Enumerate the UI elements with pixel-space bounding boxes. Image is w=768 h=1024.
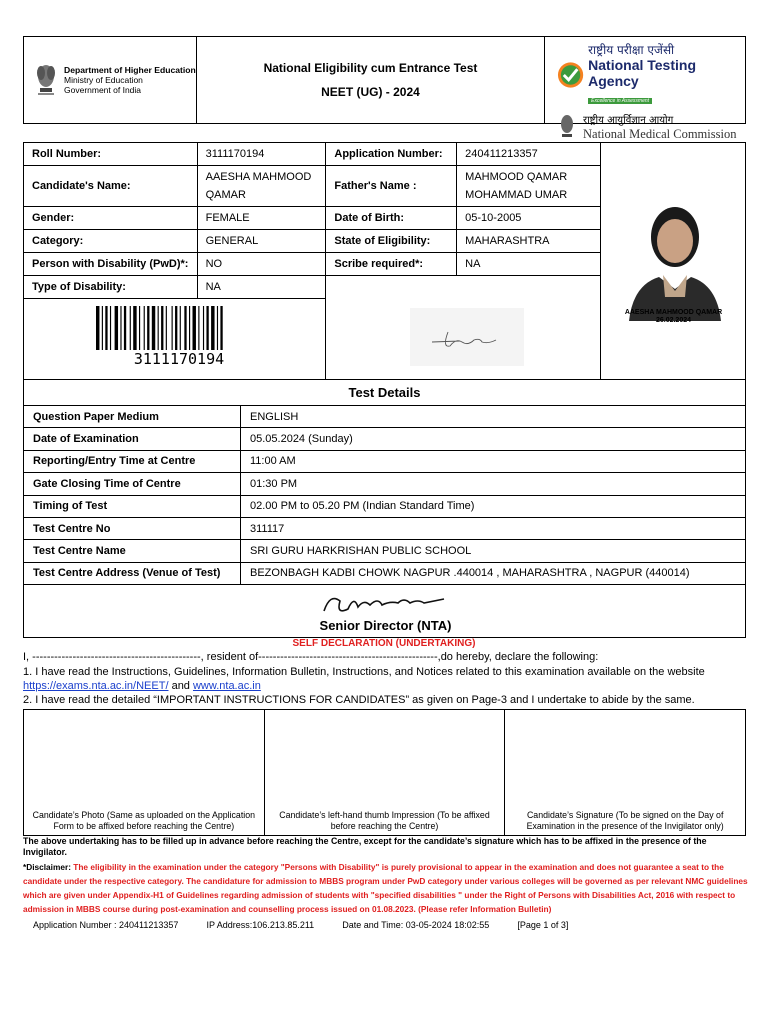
undertaking-notice: The above undertaking has to be filled up in advance before reaching the Centre, except for the candidate’s signature which has to be affixed in the presence of the Invigilator.	[23, 836, 707, 857]
candidate-name-line2: QAMAR	[205, 189, 246, 201]
signature-caption: Candidate’s Signature (To be signed on the Day of Examination in the presence of the Invigilator only)	[526, 810, 724, 831]
footer-ip-address: IP Address:106.213.85.211	[206, 920, 315, 930]
declaration-line-4: 2. I have read the detailed “IMPORTANT INSTRUCTIONS FOR CANDIDATES” as given on Page-3 and I undertake to abide by the same.	[23, 694, 695, 706]
disclaimer	[23, 860, 748, 916]
test-detail-value: 02.00 PM to 05.20 PM (Indian Standard Time)	[241, 495, 746, 517]
pwd-label: Person with Disability (PwD)*:	[24, 253, 198, 276]
nmc-english-name: National Medical Commission	[583, 126, 737, 141]
table-row	[24, 540, 746, 562]
barcode-cell	[23, 294, 326, 380]
table-row	[24, 166, 601, 207]
table-row	[24, 230, 601, 253]
barcode-bar	[124, 306, 126, 350]
table-row	[24, 253, 601, 276]
barcode-bar	[180, 306, 181, 350]
ministry-block	[24, 37, 197, 123]
barcode-bar	[206, 306, 208, 350]
test-details-title: Test Details	[23, 380, 746, 406]
candidate-info-table	[23, 142, 601, 299]
photo-caption-date: 26.02.2024	[655, 317, 692, 324]
thumb-impression-caption: Candidate’s left-hand thumb Impression (To be affixed before reaching the Centre)	[279, 810, 490, 831]
table-row	[24, 207, 601, 230]
barcode-bar	[189, 306, 190, 350]
test-detail-value: 05.05.2024 (Sunday)	[241, 428, 746, 450]
barcode-bar	[217, 306, 218, 350]
nta-logo-icon	[557, 61, 584, 89]
barcode-bar	[147, 306, 149, 350]
barcode-bar	[152, 306, 155, 350]
table-row	[24, 517, 746, 539]
test-detail-value: SRI GURU HARKRISHAN PUBLIC SCHOOL	[241, 540, 746, 562]
government-name: Government of India	[64, 85, 142, 95]
pwd-value: NO	[197, 253, 326, 276]
disclaimer-text: The eligibility in the examination under the category "Persons with Disability" is purely provisional to appear in the examination and does not guarantee a seat to the candidate under the respective category. The candidature for admission to MBBS program under PwD category under various colleges will be governed as per relevant NMC guidelines which are given under Appendix-H1 of Guidelines regarding admission of students with "specified disabilities " under the Right of Persons with Disabilities Act, 2016 with respect to admission in MBBS course during post-examination and counselling process issued on 01.08.2023. (Please refer Information Bulletin)	[23, 862, 748, 914]
barcode-bar	[105, 306, 107, 350]
barcode-number: 3111170194	[133, 350, 225, 368]
test-detail-label: Question Paper Medium	[24, 406, 241, 428]
photo-caption-name: AAESHA MAHMOOD QAMAR	[624, 309, 723, 316]
dept-name: Department of Higher Education	[64, 65, 196, 75]
barcode-bar	[144, 306, 145, 350]
test-detail-label: Gate Closing Time of Centre	[24, 473, 241, 495]
photo-affix-box	[24, 710, 265, 835]
table-row	[24, 473, 746, 495]
test-detail-label: Timing of Test	[24, 495, 241, 517]
gender-value: FEMALE	[197, 207, 326, 230]
test-detail-value: BEZONBAGH KADBI CHOWK NAGPUR .440014 , MAHARASHTRA , NAGPUR (440014)	[241, 562, 746, 584]
disability-label: Type of Disability:	[24, 276, 198, 299]
barcode-bar	[158, 306, 159, 350]
state-value: MAHARASHTRA	[457, 230, 601, 253]
category-label: Category:	[24, 230, 198, 253]
nta-english-name: National Testing Agency	[588, 57, 696, 89]
barcode-bar	[203, 306, 204, 350]
declaration-line-1: I, ----------------------------------------------, resident of-------------------------------------------------,do hereby, declare the following:	[23, 651, 599, 663]
test-details-table	[23, 405, 746, 585]
candidate-photo	[619, 197, 731, 321]
dob-value: 05-10-2005	[457, 207, 601, 230]
barcode-bar	[175, 306, 177, 350]
footer-page-number: [Page 1 of 3]	[517, 920, 569, 930]
candidate-signature	[410, 308, 524, 366]
barcode-bar	[139, 306, 140, 350]
application-number-value: 240411213357	[457, 143, 601, 166]
nmc-hindi-name: राष्ट्रीय आयुर्विज्ञान आयोग	[583, 114, 674, 126]
nta-hindi-name: राष्ट्रीय परीक्षा एजेंसी	[588, 43, 675, 57]
barcode-bar	[96, 306, 99, 350]
undertaking-boxes	[23, 709, 746, 836]
barcode-bar	[193, 306, 196, 350]
photo-affix-caption: Candidate’s Photo (Same as uploaded on the Application Form to be affixed before reaching the Centre)	[32, 810, 256, 831]
candidate-name-line1: AAESHA MAHMOOD	[205, 171, 312, 183]
barcode-bar	[166, 306, 167, 350]
barcode	[96, 306, 266, 350]
test-detail-label: Date of Examination	[24, 428, 241, 450]
footer-datetime: Date and Time: 03-05-2024 18:02:55	[342, 920, 490, 930]
table-row	[24, 428, 746, 450]
page-footer	[33, 920, 596, 930]
category-value: GENERAL	[197, 230, 326, 253]
nmc-emblem-icon	[557, 113, 577, 141]
barcode-bar	[172, 306, 173, 350]
declaration-links	[23, 679, 261, 693]
application-number-label: Application Number:	[326, 143, 457, 166]
barcode-bar	[220, 306, 222, 350]
roll-number-label: Roll Number:	[24, 143, 198, 166]
national-emblem-icon	[32, 60, 60, 100]
thumb-impression-box	[265, 710, 506, 835]
test-detail-value: 01:30 PM	[241, 473, 746, 495]
exam-title: National Eligibility cum Entrance Test	[263, 61, 478, 75]
self-declaration-title: SELF DECLARATION (UNDERTAKING)	[292, 638, 476, 649]
nta-website-link[interactable]: www.nta.ac.in	[192, 680, 261, 692]
footer-application-number: Application Number : 240411213357	[33, 920, 179, 930]
exam-title-block	[197, 37, 545, 123]
test-detail-value: ENGLISH	[241, 406, 746, 428]
barcode-bar	[184, 306, 186, 350]
declaration-line-2: 1. I have read the Instructions, Guidelines, Information Bulletin, Instructions, and Notices related to this examination available on the website	[23, 666, 705, 678]
nta-tagline: Excellence in Assessment	[588, 98, 652, 104]
father-name-value	[457, 166, 601, 207]
state-label: State of Eligibility:	[326, 230, 457, 253]
disclaimer-label: *Disclaimer:	[23, 862, 71, 872]
candidate-photo-box	[601, 142, 746, 380]
test-detail-label: Test Centre Address (Venue of Test)	[24, 562, 241, 584]
test-detail-value: 11:00 AM	[241, 450, 746, 472]
director-signature	[320, 589, 450, 619]
test-detail-label: Reporting/Entry Time at Centre	[24, 450, 241, 472]
barcode-bar	[115, 306, 118, 350]
barcode-bar	[161, 306, 163, 350]
barcode-bar	[198, 306, 199, 350]
signature-box	[505, 710, 745, 835]
table-row	[24, 450, 746, 472]
director-block	[23, 584, 746, 638]
father-name-label: Father's Name :	[326, 166, 457, 207]
candidate-signature-cell	[326, 294, 601, 380]
neet-website-link[interactable]: https://exams.nta.ac.in/NEET/	[23, 680, 169, 692]
barcode-bar	[110, 306, 111, 350]
father-name-line2: MOHAMMAD UMAR	[465, 189, 568, 201]
ministry-name: Ministry of Education	[64, 75, 143, 85]
director-title: Senior Director (NTA)	[319, 618, 452, 633]
barcode-bar	[133, 306, 136, 350]
scribe-label: Scribe required*:	[326, 253, 457, 276]
barcode-bar	[130, 306, 131, 350]
table-row	[24, 562, 746, 584]
table-row	[24, 495, 746, 517]
test-detail-label: Test Centre Name	[24, 540, 241, 562]
father-name-line1: MAHMOOD QAMAR	[465, 171, 568, 183]
exam-subtitle: NEET (UG) - 2024	[321, 85, 420, 99]
candidate-name-label: Candidate's Name:	[24, 166, 198, 207]
candidate-name-value	[197, 166, 326, 207]
barcode-bar	[120, 306, 121, 350]
test-detail-value: 311117	[241, 517, 746, 539]
scribe-value: NA	[457, 253, 601, 276]
test-detail-label: Test Centre No	[24, 517, 241, 539]
gender-label: Gender:	[24, 207, 198, 230]
dob-label: Date of Birth:	[326, 207, 457, 230]
barcode-bar	[211, 306, 214, 350]
roll-number-value: 3111170194	[197, 143, 326, 166]
disability-value: NA	[197, 276, 326, 299]
and-text: and	[168, 680, 193, 692]
table-row	[24, 406, 746, 428]
barcode-bar	[102, 306, 103, 350]
agency-logos	[545, 37, 745, 141]
document-header	[23, 36, 746, 141]
table-row	[24, 143, 601, 166]
